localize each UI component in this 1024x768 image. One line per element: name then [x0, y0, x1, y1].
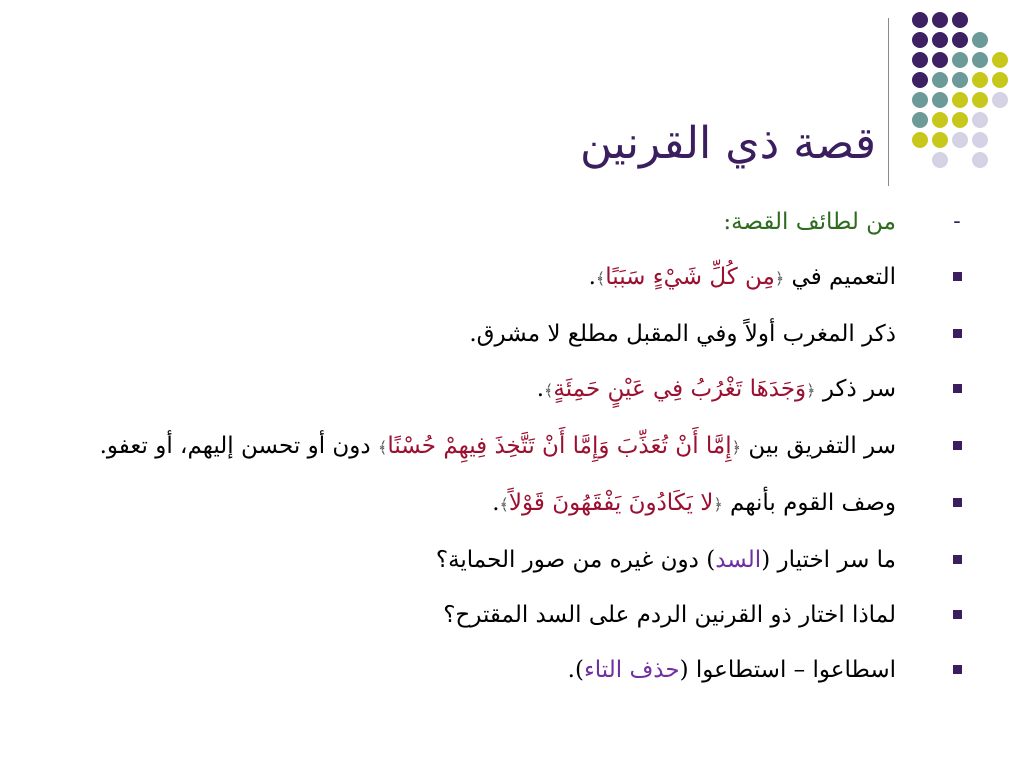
square-bullet-icon — [950, 430, 964, 450]
bullet-item — [40, 599, 980, 631]
bullet-item — [40, 318, 980, 350]
square-bullet-icon — [950, 487, 964, 507]
dot — [932, 52, 948, 68]
bullet-text-end: ) دون غيره من صور الحماية؟ — [435, 547, 716, 573]
dot — [972, 152, 988, 168]
slide-title: قصة ذي القرنين — [580, 118, 876, 169]
bullet-item — [40, 261, 980, 295]
bullet-text-end: ). — [567, 657, 584, 683]
bullet-text: سر ذكر — [822, 376, 896, 402]
subheading-row — [40, 206, 980, 238]
dot — [912, 72, 928, 88]
quran-bracket-close: ﴾ — [499, 495, 509, 514]
dot — [932, 12, 948, 28]
quran-bracket-open: ﴿ — [731, 438, 741, 457]
dot — [952, 12, 968, 28]
dot — [972, 92, 988, 108]
highlight-word: السد — [715, 547, 762, 573]
dot — [972, 32, 988, 48]
quran-bracket-open: ﴿ — [774, 269, 785, 288]
dot — [932, 112, 948, 128]
dot — [912, 132, 928, 148]
bullet-text: ما سر اختيار ( — [761, 547, 896, 573]
bullet-item — [40, 430, 980, 464]
quran-bracket-open: ﴿ — [713, 495, 723, 514]
dot — [992, 72, 1008, 88]
dot — [952, 112, 968, 128]
bullet-item — [40, 544, 980, 576]
dot — [952, 132, 968, 148]
dot — [912, 92, 928, 108]
dot — [952, 52, 968, 68]
dot — [912, 32, 928, 48]
bullet-text-end: . — [492, 490, 500, 516]
dot — [932, 72, 948, 88]
dot — [972, 112, 988, 128]
bullet-text: اسطاعوا – استطاعوا ( — [679, 657, 896, 683]
bullet-text: وصف القوم بأنهم — [730, 490, 896, 516]
quran-quote: مِن كُلِّ شَيْءٍ سَبَبًا — [605, 264, 775, 290]
dot — [912, 112, 928, 128]
highlight-word: حذف التاء — [583, 657, 680, 683]
dot — [972, 52, 988, 68]
dot-grid-decoration — [912, 12, 1024, 172]
dot — [932, 152, 948, 168]
subheading-text: من لطائف القصة: — [723, 209, 896, 235]
quran-quote: وَجَدَهَا تَغْرُبُ فِي عَيْنٍ حَمِئَةٍ — [553, 376, 807, 402]
bullet-item — [40, 487, 980, 521]
bullet-text-end: دون أو تحسن إليهم، أو تعفو. — [99, 433, 371, 459]
dot — [912, 52, 928, 68]
dot — [972, 72, 988, 88]
bullet-text: لماذا اختار ذو القرنين الردم على السد المقترح؟ — [443, 602, 896, 628]
dash-marker: - — [953, 209, 961, 234]
dot — [932, 92, 948, 108]
bullet-text-end: . — [588, 264, 596, 290]
square-bullet-icon — [950, 544, 964, 564]
square-bullet-icon — [950, 654, 964, 674]
dot — [932, 132, 948, 148]
dot — [912, 12, 928, 28]
quran-bracket-open: ﴿ — [806, 381, 816, 400]
bullet-text: ذكر المغرب أولاً وفي المقبل مطلع لا مشرق. — [469, 321, 896, 347]
quran-bracket-close: ﴾ — [377, 438, 388, 457]
quran-quote: لا يَكَادُونَ يَفْقَهُونَ قَوْلاً — [508, 490, 714, 516]
dot — [992, 92, 1008, 108]
square-bullet-icon — [950, 318, 964, 338]
dot — [992, 52, 1008, 68]
bullet-text-end: . — [536, 376, 545, 402]
bullet-text: التعميم في — [791, 264, 896, 290]
square-bullet-icon — [950, 599, 964, 619]
title-divider — [888, 18, 889, 186]
square-bullet-icon — [950, 261, 964, 281]
bullet-text: سر التفريق بين — [748, 433, 896, 459]
dot — [952, 72, 968, 88]
dot — [932, 32, 948, 48]
dot — [952, 32, 968, 48]
dot — [952, 92, 968, 108]
quran-bracket-close: ﴾ — [544, 381, 554, 400]
quran-quote: إِمَّا أَنْ تُعَذِّبَ وَإِمَّا أَنْ تَتَّخِذَ فِيهِمْ حُسْنًا — [387, 433, 732, 459]
bullet-item — [40, 373, 980, 407]
bullet-item — [40, 654, 980, 686]
square-bullet-icon — [950, 373, 964, 393]
dot — [972, 132, 988, 148]
slide-content — [40, 206, 980, 709]
quran-bracket-close: ﴾ — [595, 269, 606, 288]
